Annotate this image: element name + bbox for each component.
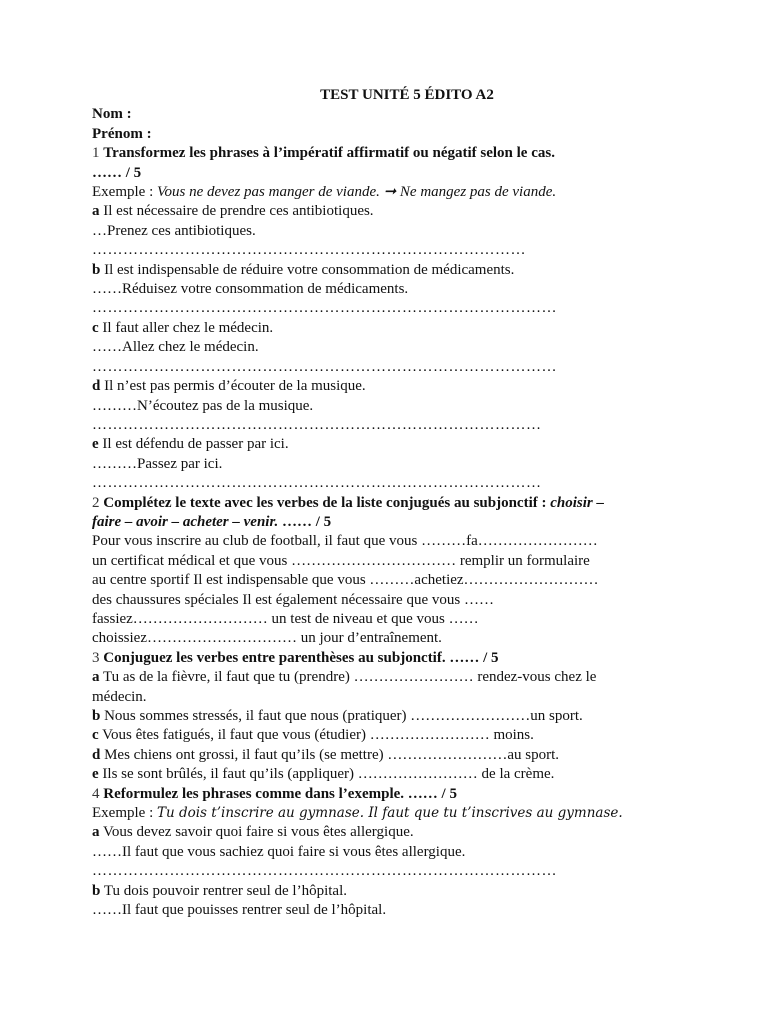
instruction-text: Reformulez les phrases comme dans l’exemple. bbox=[103, 785, 405, 802]
verb-list: faire – avoir – acheter – venir. bbox=[92, 513, 279, 530]
dotted-line: ……………………………………………………………………………… bbox=[92, 300, 557, 317]
question-a bbox=[92, 668, 722, 687]
question-d bbox=[92, 746, 722, 765]
question-b bbox=[92, 882, 722, 901]
dotted-line: ……………………………………………………………………………… bbox=[92, 863, 557, 880]
question-text: Il est défendu de passer par ici. bbox=[98, 436, 289, 453]
answer-line: ……Réduisez votre consommation de médicaments. bbox=[92, 281, 409, 298]
section-score: …… / 5 bbox=[404, 785, 457, 802]
question-e bbox=[92, 435, 722, 454]
answer-line: ………N’écoutez pas de la musique. bbox=[92, 397, 314, 414]
item-letter: d bbox=[92, 378, 101, 395]
item-letter: a bbox=[92, 824, 100, 841]
verb-list: choisir – bbox=[550, 494, 605, 511]
section-number: 3 bbox=[92, 649, 100, 666]
section-2-instruction bbox=[92, 494, 722, 513]
question-a bbox=[92, 823, 722, 842]
item-letter: c bbox=[92, 319, 99, 336]
text-line: un certificat médical et que vous …………………………… remplir un formulaire bbox=[92, 552, 590, 569]
question-a bbox=[92, 202, 722, 221]
section-number: 1 bbox=[92, 145, 100, 162]
question-c bbox=[92, 319, 722, 338]
answer-line: ……Allez chez le médecin. bbox=[92, 339, 259, 356]
section-4-instruction bbox=[92, 785, 722, 804]
prenom-field: Prénom : bbox=[92, 125, 152, 142]
dotted-line: …………………………………………………………………………… bbox=[92, 475, 542, 492]
text-line: fassiez……………………… un test de niveau et que vous …… bbox=[92, 610, 479, 627]
item-letter: b bbox=[92, 261, 101, 278]
instruction-text: Complétez le texte avec les verbes de la liste conjugués au subjonctif : bbox=[103, 494, 551, 511]
example-text: Vous ne devez pas manger de viande. ➞ Ne mangez pas de viande. bbox=[156, 184, 557, 201]
answer-line: ………Passez par ici. bbox=[92, 455, 223, 472]
item-letter: e bbox=[92, 436, 99, 453]
test-content bbox=[92, 86, 722, 920]
question-b bbox=[92, 707, 722, 726]
answer-line: ……Il faut que pouisses rentrer seul de l’hôpital. bbox=[92, 902, 387, 919]
item-letter: e bbox=[92, 766, 99, 783]
example-label: Exemple : bbox=[92, 805, 157, 822]
dotted-line: …………………………………………………………………………… bbox=[92, 416, 542, 433]
item-letter: a bbox=[92, 669, 100, 686]
text-line: des chaussures spéciales Il est également nécessaire que vous …… bbox=[92, 591, 494, 608]
item-letter: d bbox=[92, 746, 101, 763]
text-line: Pour vous inscrire au club de football, il faut que vous ………fa…………………… bbox=[92, 533, 598, 550]
item-letter: c bbox=[92, 727, 99, 744]
question-text: Il n’est pas permis d’écouter de la musique. bbox=[100, 378, 366, 395]
dotted-line: ……………………………………………………………………………… bbox=[92, 358, 557, 375]
question-text: Il est indispensable de réduire votre consommation de médicaments. bbox=[100, 261, 515, 278]
text-line: au centre sportif Il est indispensable que vous ………achetiez……………………… bbox=[92, 572, 599, 589]
item-letter: b bbox=[92, 708, 101, 724]
text-line: choissiez………………………… un jour d’entraînement. bbox=[92, 630, 442, 647]
section-2-instruction-cont bbox=[92, 513, 722, 532]
question-e bbox=[92, 765, 722, 784]
question-text: Tu dois pouvoir rentrer seul de l’hôpital. bbox=[100, 882, 347, 899]
dotted-line: ………………………………………………………………………… bbox=[92, 242, 526, 259]
question-text: Nous sommes stressés, il faut que nous (pratiquer) ……………………un sport. bbox=[100, 708, 583, 724]
question-text: Vous êtes fatigués, il faut que vous (étudier) …………………… moins. bbox=[98, 727, 534, 744]
section-number: 2 bbox=[92, 494, 100, 511]
section-score: …… / 5 bbox=[445, 649, 499, 666]
example-label: Exemple : bbox=[92, 184, 157, 201]
page-title: TEST UNITÉ 5 ÉDITO A2 bbox=[320, 87, 494, 103]
question-text: Vous devez savoir quoi faire si vous êtes allergique. bbox=[99, 824, 414, 841]
question-text: Il est nécessaire de prendre ces antibiotiques. bbox=[99, 203, 374, 220]
question-text: Il faut aller chez le médecin. bbox=[98, 319, 274, 336]
item-letter: a bbox=[92, 203, 100, 220]
section-number: 4 bbox=[92, 785, 100, 802]
answer-line: ……Il faut que vous sachiez quoi faire si vous êtes allergique. bbox=[92, 843, 466, 860]
item-letter: b bbox=[92, 882, 101, 899]
instruction-text: Conjuguez les verbes entre parenthèses au subjonctif. bbox=[103, 649, 446, 666]
nom-field: Nom : bbox=[92, 106, 132, 123]
question-text: Ils se sont brûlés, il faut qu’ils (appliquer) …………………… de la crème. bbox=[98, 766, 555, 783]
section-score: …… / 5 bbox=[278, 513, 332, 530]
section-score: …… / 5 bbox=[92, 164, 142, 181]
question-a-cont: médecin. bbox=[92, 688, 147, 705]
question-b bbox=[92, 261, 722, 280]
question-d bbox=[92, 377, 722, 396]
question-c bbox=[92, 726, 722, 745]
example-line bbox=[92, 804, 722, 823]
section-3-instruction bbox=[92, 649, 722, 668]
question-text: Mes chiens ont grossi, il faut qu’ils (se mettre) ……………………au sport. bbox=[100, 746, 560, 763]
section-1-instruction bbox=[92, 144, 722, 163]
question-text: Tu as de la fièvre, il faut que tu (prendre) …………………… rendez-vous chez le bbox=[99, 669, 597, 686]
example-line bbox=[92, 183, 722, 202]
example-text: Tu dois t’inscrire au gymnase. Il faut que tu t’inscrives au gymnase. bbox=[156, 805, 623, 822]
answer-line: …Prenez ces antibiotiques. bbox=[92, 222, 256, 239]
instruction-text: Transformez les phrases à l’impératif affirmatif ou négatif selon le cas. bbox=[103, 145, 555, 162]
